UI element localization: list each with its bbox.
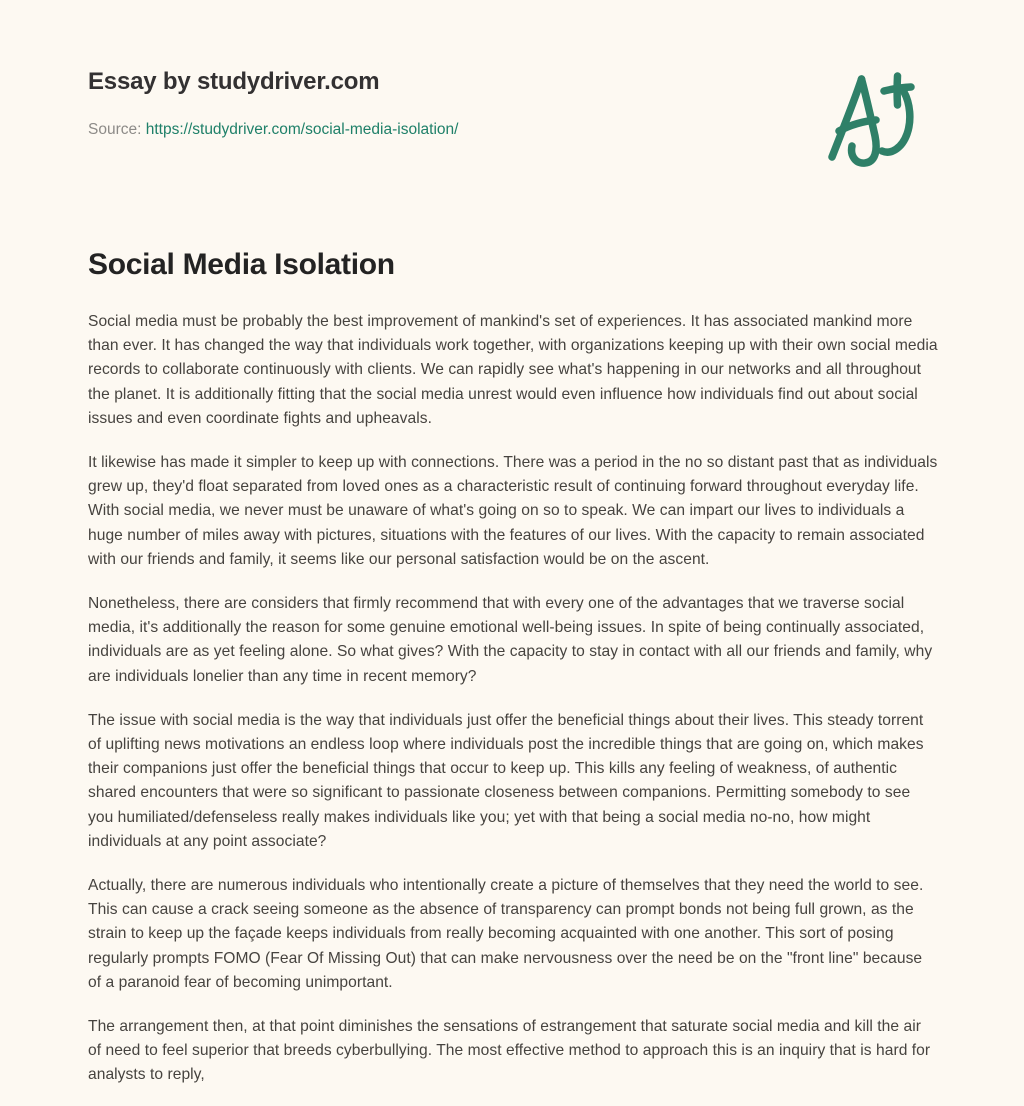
article-body — [88, 310, 938, 1088]
paragraph: The arrangement then, at that point diminishes the sensations of estrangement that saturate social media and kill the air of need to feel superior that breeds cyberbullying. The most effective method to approach this is an inquiry that is hard for analysts to reply, — [88, 1018, 931, 1084]
source-label: Source: — [88, 121, 142, 138]
paragraph: Nonetheless, there are considers that firmly recommend that with every one of the advantages that we traverse social media, it's additionally the reason for some genuine emotional well-being issues. In spite of being continually associated, individuals are as yet feeling alone. So what gives? With the capacity to stay in contact with all our friends and family, why are individuals lonelier than any time in recent memory? — [88, 595, 933, 685]
source-url-link[interactable]: https://studydriver.com/social-media-isolation/ — [145, 121, 459, 138]
paragraph: It likewise has made it simpler to keep up with connections. There was a period in the no so distant past that as individuals grew up, they'd float separated from loved ones as a characteristic result of continuing forward throughout everyday life. With social media, we never must be unaware of what's going on so to speak. We can impart our lives to individuals a huge number of miles away with pictures, situations with the features of our lives. With the capacity to remain associated with our friends and family, it seems like our personal satisfaction would be on the ascent. — [88, 454, 938, 568]
article — [88, 246, 938, 1088]
paragraph: Social media must be probably the best improvement of mankind's set of experiences. It has associated mankind more than ever. It has changed the way that individuals work together, with organizations keeping up with their own social media records to collaborate continuously with clients. We can rapidly see what's happening in our networks and all throughout the planet. It is additionally fitting that the social media unrest would even influence how individuals find out about social issues and even coordinate fights and upheavals. — [88, 313, 938, 427]
a-plus-logo-icon — [812, 62, 932, 182]
byline: Essay by studydriver.com — [88, 68, 380, 95]
page-title: Social Media Isolation — [88, 248, 395, 281]
document-header — [0, 0, 1024, 200]
paragraph: The issue with social media is the way that individuals just offer the beneficial things about their lives. This steady torrent of uplifting news motivations an endless loop where individuals post the incredible things that are going on, which makes their companions just offer the beneficial things that occur to keep up. This kills any feeling of weakness, of authentic shared encounters that were so significant to passionate closeness between companions. Permitting somebody to see you humiliated/defenseless really makes individuals like you; yet with that being a social media no-no, how might individuals at any point associate? — [88, 711, 924, 850]
source-line — [88, 120, 458, 140]
paragraph: Actually, there are numerous individuals who intentionally create a picture of themselves that they need the world to see. This can cause a crack seeing someone as the absence of transparency can prompt bonds not being full grown, as the strain to keep up the façade keeps individuals from really becoming acquainted with one another. This sort of posing regularly prompts FOMO (Fear Of Missing Out) that can make nervousness over the need be on the "front line" because of a paranoid fear of becoming unimportant. — [88, 877, 924, 991]
